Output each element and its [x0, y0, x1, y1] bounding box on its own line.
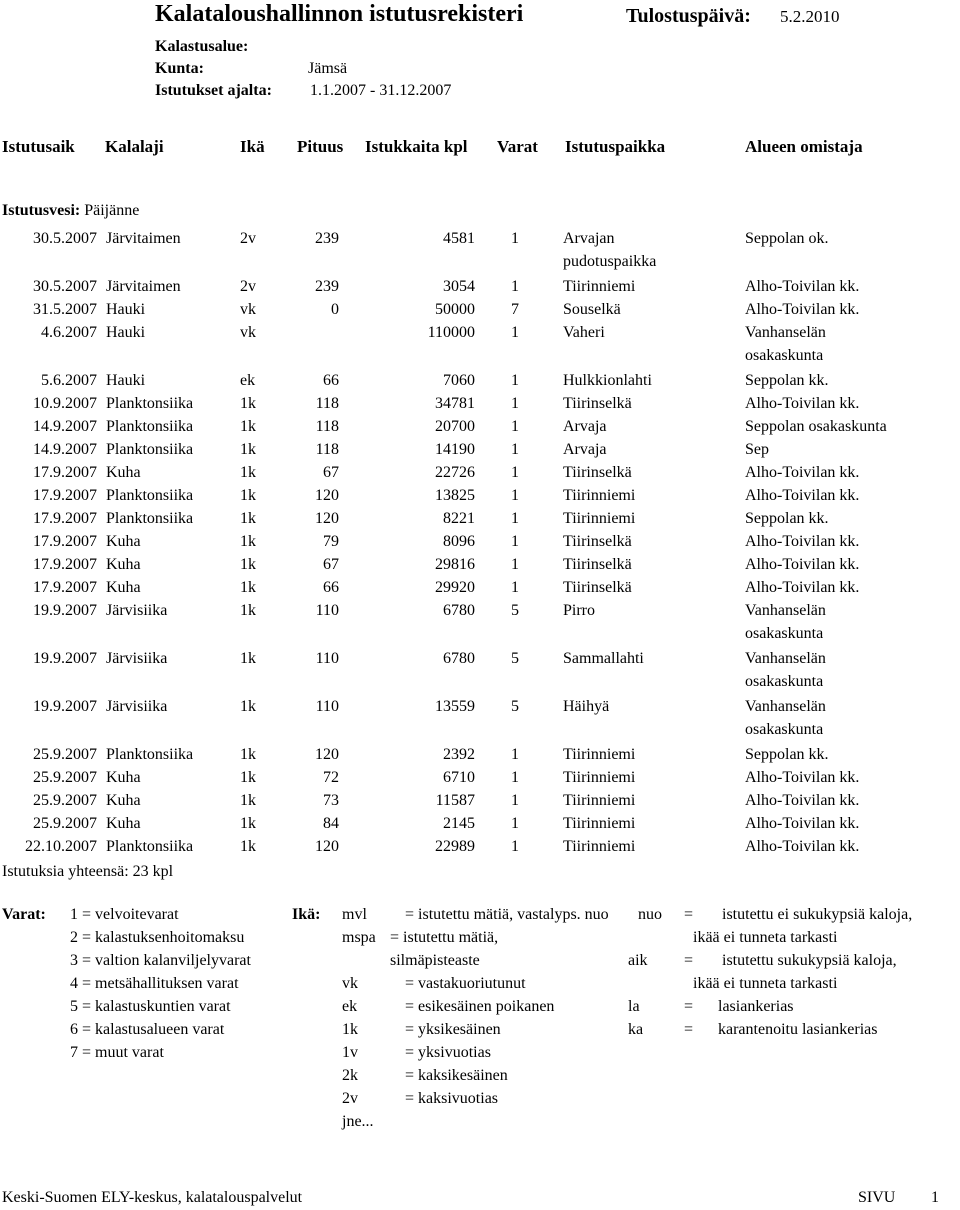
cell-length: 67 — [323, 556, 339, 573]
cell-count: 20700 — [435, 418, 475, 435]
cell-owner: Alho-Toivilan kk. — [745, 533, 860, 550]
cell-length: 118 — [315, 395, 339, 412]
cell-date: 22.10.2007 — [25, 838, 97, 855]
column-header-place: Istutuspaikka — [565, 137, 666, 156]
cell-owner: Seppolan osakaskunta — [745, 418, 887, 435]
cell-place-line2: pudotuspaikka — [563, 253, 657, 270]
cell-place: Tiirinselkä — [563, 464, 632, 481]
cell-length: 0 — [331, 301, 339, 318]
age-code-description: = yksivuotias — [405, 1044, 491, 1061]
cell-species: Hauki — [106, 301, 146, 318]
age-code-description: = vastakuoriutunut — [405, 975, 526, 992]
cell-funds: 1 — [511, 533, 519, 550]
cell-count: 6780 — [443, 602, 475, 619]
cell-length: 118 — [315, 418, 339, 435]
cell-length: 110 — [315, 698, 339, 715]
cell-place: Vaheri — [563, 324, 605, 341]
cell-count: 6780 — [443, 650, 475, 667]
age-code-description: = istutettu mätiä, — [390, 929, 499, 946]
cell-date: 25.9.2007 — [33, 815, 97, 832]
age-code-description: = yksikesäinen — [405, 1021, 501, 1038]
other-code-equals: = — [684, 906, 694, 923]
cell-owner: Vanhanselän — [745, 698, 826, 715]
cell-place: Tiirinniemi — [563, 815, 636, 832]
age-code: vk — [342, 975, 358, 992]
cell-date: 17.9.2007 — [33, 464, 97, 481]
cell-species: Kuha — [106, 556, 141, 573]
cell-length: 110 — [315, 650, 339, 667]
cell-age: 1k — [240, 579, 256, 596]
cell-owner-line2: osakaskunta — [745, 673, 824, 690]
cell-length: 120 — [315, 838, 339, 855]
cell-species: Planktonsiika — [106, 510, 194, 527]
cell-funds: 1 — [511, 769, 519, 786]
area-label: Kalastusalue: — [155, 38, 249, 55]
cell-species: Planktonsiika — [106, 395, 194, 412]
cell-place: Souselkä — [563, 301, 621, 318]
cell-funds: 1 — [511, 510, 519, 527]
cell-species: Kuha — [106, 769, 141, 786]
cell-place: Tiirinniemi — [563, 510, 636, 527]
cell-length: 239 — [315, 230, 339, 247]
other-code-description-line2: ikää ei tunneta tarkasti — [693, 975, 838, 992]
age-code: jne... — [342, 1113, 374, 1130]
cell-funds: 1 — [511, 278, 519, 295]
funds-legend-item: 7 = muut varat — [70, 1044, 164, 1061]
age-legend-title: Ikä: — [292, 906, 321, 923]
cell-date: 17.9.2007 — [33, 579, 97, 596]
cell-count: 50000 — [435, 301, 475, 318]
cell-place: Tiirinniemi — [563, 746, 636, 763]
cell-age: 1k — [240, 838, 256, 855]
age-code: mvl — [342, 906, 367, 923]
cell-funds: 1 — [511, 395, 519, 412]
cell-age: 1k — [240, 487, 256, 504]
cell-count: 7060 — [443, 372, 475, 389]
period-value: 1.1.2007 - 31.12.2007 — [310, 82, 452, 99]
cell-funds: 1 — [511, 815, 519, 832]
cell-count: 2145 — [443, 815, 475, 832]
other-code: nuo — [638, 906, 662, 923]
funds-legend-item: 4 = metsähallituksen varat — [70, 975, 239, 992]
other-code-description: istutettu sukukypsiä kaloja, — [722, 952, 897, 969]
cell-length: 120 — [315, 487, 339, 504]
cell-place: Tiirinniemi — [563, 792, 636, 809]
cell-age: vk — [240, 301, 256, 318]
cell-age: 1k — [240, 464, 256, 481]
cell-funds: 1 — [511, 579, 519, 596]
column-header-length: Pituus — [297, 137, 344, 156]
cell-date: 10.9.2007 — [33, 395, 97, 412]
cell-place: Tiirinselkä — [563, 556, 632, 573]
cell-owner: Alho-Toivilan kk. — [745, 579, 860, 596]
cell-length: 73 — [323, 792, 339, 809]
cell-species: Järvitaimen — [106, 278, 181, 295]
cell-count: 13559 — [435, 698, 475, 715]
column-header-species: Kalalaji — [105, 137, 164, 156]
other-code-equals: = — [684, 998, 694, 1015]
cell-owner: Alho-Toivilan kk. — [745, 556, 860, 573]
cell-age: 1k — [240, 650, 256, 667]
water-value: Päijänne — [84, 202, 140, 219]
funds-legend-item: 6 = kalastusalueen varat — [70, 1021, 225, 1038]
cell-place: Tiirinselkä — [563, 533, 632, 550]
age-code-description: = esikesäinen poikanen — [405, 998, 555, 1015]
cell-owner: Alho-Toivilan kk. — [745, 815, 860, 832]
cell-funds: 1 — [511, 441, 519, 458]
cell-length: 79 — [323, 533, 339, 550]
cell-species: Hauki — [106, 372, 146, 389]
water-line — [2, 201, 139, 221]
cell-count: 22726 — [435, 464, 475, 481]
cell-age: 1k — [240, 418, 256, 435]
other-code-equals: = — [684, 1021, 694, 1038]
cell-count: 29816 — [435, 556, 475, 573]
age-code-description: = kaksikesäinen — [405, 1067, 508, 1084]
cell-species: Järvitaimen — [106, 230, 181, 247]
cell-count: 6710 — [443, 769, 475, 786]
cell-species: Kuha — [106, 579, 141, 596]
cell-place: Tiirinniemi — [563, 278, 636, 295]
other-code: aik — [628, 952, 648, 969]
cell-date: 17.9.2007 — [33, 556, 97, 573]
cell-owner: Vanhanselän — [745, 324, 826, 341]
cell-age: 1k — [240, 602, 256, 619]
cell-place: Arvaja — [563, 441, 607, 458]
cell-species: Planktonsiika — [106, 746, 194, 763]
cell-count: 14190 — [435, 441, 475, 458]
cell-count: 34781 — [435, 395, 475, 412]
cell-count: 29920 — [435, 579, 475, 596]
cell-date: 25.9.2007 — [33, 746, 97, 763]
report-title: Kalataloushallinnon istutusrekisteri — [155, 1, 524, 27]
cell-funds: 1 — [511, 746, 519, 763]
cell-species: Järvisiika — [106, 698, 168, 715]
cell-age: 1k — [240, 792, 256, 809]
cell-length: 84 — [323, 815, 339, 832]
funds-legend-title: Varat: — [2, 906, 46, 923]
cell-owner: Seppolan kk. — [745, 510, 829, 527]
cell-date: 17.9.2007 — [33, 510, 97, 527]
other-code: la — [628, 998, 640, 1015]
cell-age: 1k — [240, 533, 256, 550]
cell-date: 25.9.2007 — [33, 769, 97, 786]
cell-age: 1k — [240, 815, 256, 832]
cell-age: 1k — [240, 769, 256, 786]
column-header-date: Istutusaik — [2, 137, 75, 156]
cell-species: Hauki — [106, 324, 146, 341]
other-code-description: istutettu ei sukukypsiä kaloja, — [722, 906, 913, 923]
cell-species: Planktonsiika — [106, 838, 194, 855]
cell-date: 30.5.2007 — [33, 230, 97, 247]
cell-funds: 1 — [511, 838, 519, 855]
footer-page-label: SIVU — [858, 1189, 896, 1206]
cell-species: Planktonsiika — [106, 487, 194, 504]
cell-species: Järvisiika — [106, 602, 168, 619]
cell-owner: Alho-Toivilan kk. — [745, 395, 860, 412]
other-code-description: lasiankerias — [718, 998, 794, 1015]
cell-length: 118 — [315, 441, 339, 458]
cell-owner: Alho-Toivilan kk. — [745, 301, 860, 318]
cell-species: Kuha — [106, 533, 141, 550]
cell-date: 14.9.2007 — [33, 441, 97, 458]
water-label: Istutusvesi: — [2, 202, 81, 219]
cell-age: vk — [240, 324, 256, 341]
cell-date: 25.9.2007 — [33, 792, 97, 809]
cell-age: ek — [240, 372, 256, 389]
column-header-count: Istukkaita kpl — [365, 137, 468, 156]
cell-species: Järvisiika — [106, 650, 168, 667]
cell-owner: Seppolan kk. — [745, 746, 829, 763]
cell-species: Kuha — [106, 792, 141, 809]
cell-date: 19.9.2007 — [33, 650, 97, 667]
cell-owner: Alho-Toivilan kk. — [745, 838, 860, 855]
cell-length: 110 — [315, 602, 339, 619]
age-code: mspa — [342, 929, 376, 946]
municipality-value: Jämsä — [308, 60, 348, 77]
municipality-label: Kunta: — [155, 60, 204, 77]
cell-species: Kuha — [106, 464, 141, 481]
cell-place: Arvajan — [563, 230, 615, 247]
cell-count: 13825 — [435, 487, 475, 504]
cell-date: 5.6.2007 — [41, 372, 97, 389]
cell-date: 19.9.2007 — [33, 602, 97, 619]
cell-date: 31.5.2007 — [33, 301, 97, 318]
funds-legend-item: 3 = valtion kalanviljelyvarat — [70, 952, 251, 969]
cell-count: 4581 — [443, 230, 475, 247]
cell-species: Planktonsiika — [106, 441, 194, 458]
cell-place: Tiirinselkä — [563, 579, 632, 596]
cell-funds: 1 — [511, 372, 519, 389]
age-code: 1v — [342, 1044, 358, 1061]
other-code: ka — [628, 1021, 644, 1038]
cell-length: 66 — [323, 579, 339, 596]
age-code-description: = istutettu mätiä, vastalyps. nuo — [405, 906, 609, 923]
cell-funds: 1 — [511, 464, 519, 481]
column-header-owner: Alueen omistaja — [745, 137, 863, 156]
print-date: 5.2.2010 — [780, 7, 840, 26]
funds-legend-item: 1 = velvoitevarat — [70, 906, 179, 923]
cell-length: 67 — [323, 464, 339, 481]
cell-date: 14.9.2007 — [33, 418, 97, 435]
cell-age: 1k — [240, 510, 256, 527]
other-code-description-line2: ikää ei tunneta tarkasti — [693, 929, 838, 946]
cell-funds: 1 — [511, 556, 519, 573]
cell-owner: Vanhanselän — [745, 650, 826, 667]
cell-age: 1k — [240, 395, 256, 412]
cell-owner: Vanhanselän — [745, 602, 826, 619]
cell-place: Tiirinniemi — [563, 769, 636, 786]
cell-funds: 5 — [511, 650, 519, 667]
cell-owner-line2: osakaskunta — [745, 347, 824, 364]
cell-owner: Alho-Toivilan kk. — [745, 792, 860, 809]
cell-place: Pirro — [563, 602, 595, 619]
cell-funds: 5 — [511, 698, 519, 715]
other-code-description: karantenoitu lasiankerias — [718, 1021, 878, 1038]
cell-count: 22989 — [435, 838, 475, 855]
cell-length: 72 — [323, 769, 339, 786]
cell-age: 1k — [240, 746, 256, 763]
cell-owner: Seppolan ok. — [745, 230, 829, 247]
cell-funds: 1 — [511, 418, 519, 435]
cell-count: 8221 — [443, 510, 475, 527]
column-header-age: Ikä — [240, 137, 265, 156]
cell-owner-line2: osakaskunta — [745, 625, 824, 642]
cell-species: Kuha — [106, 815, 141, 832]
funds-legend-item: 2 = kalastuksenhoitomaksu — [70, 929, 245, 946]
cell-funds: 5 — [511, 602, 519, 619]
cell-count: 8096 — [443, 533, 475, 550]
cell-owner: Seppolan kk. — [745, 372, 829, 389]
cell-funds: 1 — [511, 324, 519, 341]
cell-count: 11587 — [435, 792, 475, 809]
total-count: Istutuksia yhteensä: 23 kpl — [2, 863, 174, 880]
cell-place: Tiirinniemi — [563, 838, 636, 855]
funds-legend-item: 5 = kalastuskuntien varat — [70, 998, 231, 1015]
cell-place: Hulkkionlahti — [563, 372, 652, 389]
cell-species: Planktonsiika — [106, 418, 194, 435]
footer-org: Keski-Suomen ELY-keskus, kalatalouspalvelut — [2, 1189, 303, 1206]
cell-length: 120 — [315, 746, 339, 763]
cell-place: Tiirinselkä — [563, 395, 632, 412]
cell-age: 1k — [240, 698, 256, 715]
cell-owner: Alho-Toivilan kk. — [745, 464, 860, 481]
cell-owner: Alho-Toivilan kk. — [745, 278, 860, 295]
age-code: 1k — [342, 1021, 358, 1038]
cell-count: 110000 — [427, 324, 475, 341]
print-date-label: Tulostuspäivä: — [626, 5, 751, 27]
cell-date: 17.9.2007 — [33, 533, 97, 550]
cell-age: 2v — [240, 278, 256, 295]
age-code: ek — [342, 998, 358, 1015]
age-code-description: silmäpisteaste — [390, 952, 480, 969]
age-code: 2k — [342, 1067, 358, 1084]
cell-count: 2392 — [443, 746, 475, 763]
cell-length: 239 — [315, 278, 339, 295]
cell-funds: 1 — [511, 487, 519, 504]
cell-date: 4.6.2007 — [41, 324, 97, 341]
cell-length: 66 — [323, 372, 339, 389]
cell-place: Häihyä — [563, 698, 610, 715]
column-header-funds: Varat — [497, 137, 538, 156]
cell-owner: Alho-Toivilan kk. — [745, 487, 860, 504]
cell-funds: 1 — [511, 792, 519, 809]
age-code: 2v — [342, 1090, 358, 1107]
cell-count: 3054 — [443, 278, 475, 295]
cell-funds: 7 — [511, 301, 519, 318]
footer-page-number: 1 — [931, 1189, 939, 1206]
cell-date: 17.9.2007 — [33, 487, 97, 504]
other-code-equals: = — [684, 952, 694, 969]
cell-age: 1k — [240, 556, 256, 573]
cell-date: 19.9.2007 — [33, 698, 97, 715]
age-code-description: = kaksivuotias — [405, 1090, 499, 1107]
period-label: Istutukset ajalta: — [155, 82, 272, 99]
cell-funds: 1 — [511, 230, 519, 247]
cell-age: 1k — [240, 441, 256, 458]
cell-place: Sammallahti — [563, 650, 644, 667]
cell-owner: Sep — [745, 441, 769, 458]
cell-date: 30.5.2007 — [33, 278, 97, 295]
cell-owner: Alho-Toivilan kk. — [745, 769, 860, 786]
cell-length: 120 — [315, 510, 339, 527]
cell-owner-line2: osakaskunta — [745, 721, 824, 738]
cell-place: Arvaja — [563, 418, 607, 435]
cell-place: Tiirinniemi — [563, 487, 636, 504]
cell-age: 2v — [240, 230, 256, 247]
